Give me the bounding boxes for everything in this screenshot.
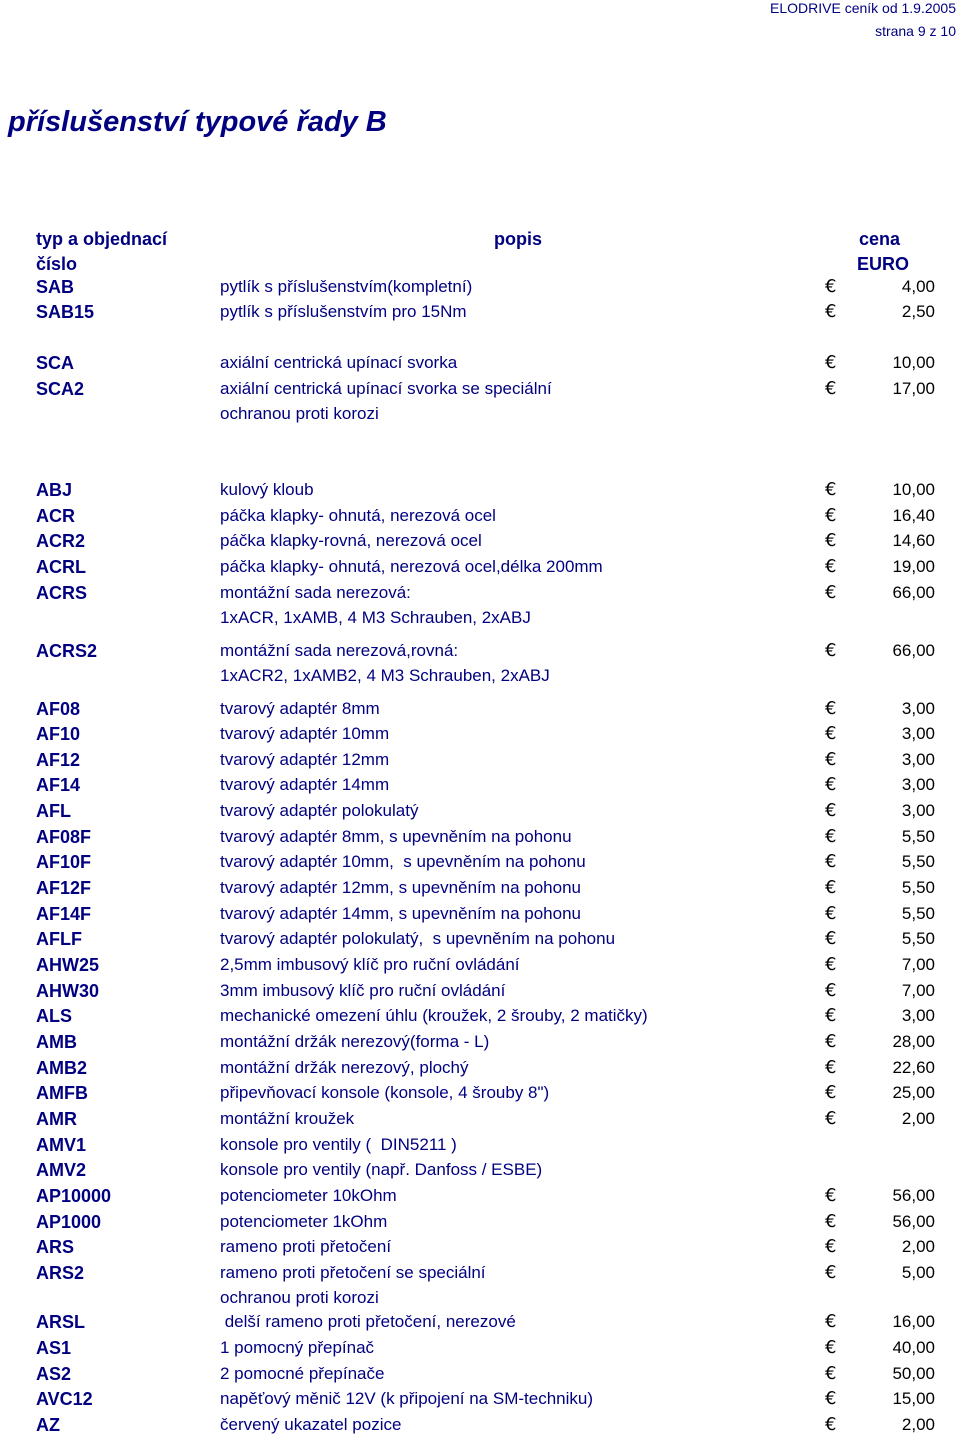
euro-currency-icon: € bbox=[825, 980, 837, 1001]
euro-currency-icon: € bbox=[825, 1031, 837, 1052]
product-code: SAB bbox=[36, 277, 75, 297]
product-code: ARS bbox=[36, 1237, 75, 1257]
product-price: 3,00 bbox=[901, 775, 935, 794]
product-description: tvarový adaptér 12mm bbox=[220, 750, 390, 769]
euro-currency-icon: € bbox=[825, 640, 837, 661]
product-description: 3mm imbusový klíč pro ruční ovládání bbox=[220, 981, 506, 1000]
table-row bbox=[0, 503, 960, 529]
product-code: AF10 bbox=[36, 724, 81, 744]
euro-currency-icon: € bbox=[825, 301, 837, 322]
product-code: ARS2 bbox=[36, 1263, 85, 1283]
table-row bbox=[0, 747, 960, 773]
document-header-title: ELODRIVE ceník od 1.9.2005 bbox=[770, 0, 956, 16]
product-price: 3,00 bbox=[901, 1006, 935, 1025]
table-row bbox=[0, 1335, 960, 1361]
euro-currency-icon: € bbox=[825, 1388, 837, 1409]
product-code: AF14 bbox=[36, 775, 81, 795]
product-description: rameno proti přetočení se speciální ochranou proti korozi bbox=[220, 1263, 486, 1307]
product-price: 50,00 bbox=[892, 1364, 935, 1383]
product-price: 10,00 bbox=[892, 480, 935, 499]
euro-currency-icon: € bbox=[825, 530, 837, 551]
table-row bbox=[0, 875, 960, 901]
euro-currency-icon: € bbox=[825, 1211, 837, 1232]
euro-currency-icon: € bbox=[825, 928, 837, 949]
product-code: ACRS bbox=[36, 583, 88, 603]
product-price: 28,00 bbox=[892, 1032, 935, 1051]
product-description: konsole pro ventily (např. Danfoss / ESBE) bbox=[220, 1160, 543, 1179]
table-row bbox=[0, 638, 960, 685]
euro-currency-icon: € bbox=[825, 1337, 837, 1358]
product-description: tvarový adaptér 14mm bbox=[220, 775, 390, 794]
product-code: AF12F bbox=[36, 878, 92, 898]
product-price: 16,00 bbox=[892, 1312, 935, 1331]
table-row bbox=[0, 554, 960, 580]
table-row bbox=[0, 696, 960, 722]
column-header-code-line2: číslo bbox=[36, 254, 78, 274]
euro-currency-icon: € bbox=[825, 1311, 837, 1332]
product-description: tvarový adaptér 8mm, s upevněním na pohonu bbox=[220, 827, 572, 846]
product-price: 4,00 bbox=[901, 277, 935, 296]
product-price: 2,50 bbox=[901, 302, 935, 321]
table-row bbox=[0, 376, 960, 423]
product-description: páčka klapky- ohnutá, nerezová ocel,délka 200mm bbox=[220, 557, 603, 576]
product-code: AMR bbox=[36, 1109, 77, 1129]
table-row bbox=[0, 1183, 960, 1209]
product-code: AF14F bbox=[36, 904, 92, 924]
product-price: 2,00 bbox=[901, 1109, 935, 1128]
product-code: AVC12 bbox=[36, 1389, 93, 1409]
table-row bbox=[0, 926, 960, 952]
product-description: montážní kroužek bbox=[220, 1109, 355, 1128]
product-code: AF12 bbox=[36, 750, 81, 770]
product-description: potenciometer 1kOhm bbox=[220, 1212, 388, 1231]
table-row bbox=[0, 1003, 960, 1029]
euro-currency-icon: € bbox=[825, 1414, 837, 1435]
product-code: AMV1 bbox=[36, 1135, 87, 1155]
column-header-currency: EURO bbox=[857, 254, 910, 274]
table-row bbox=[0, 1080, 960, 1106]
product-price: 5,50 bbox=[901, 827, 935, 846]
product-description: tvarový adaptér 8mm bbox=[220, 699, 380, 718]
euro-currency-icon: € bbox=[825, 954, 837, 975]
product-description: pytlík s příslušenstvím(kompletní) bbox=[220, 277, 473, 296]
column-header-description: popis bbox=[494, 229, 542, 249]
product-description: 2 pomocné přepínače bbox=[220, 1364, 385, 1383]
euro-currency-icon: € bbox=[825, 1108, 837, 1129]
product-description: kulový kloub bbox=[220, 480, 314, 499]
table-row bbox=[0, 772, 960, 798]
product-description: mechanické omezení úhlu (kroužek, 2 šrouby, 2 matičky) bbox=[220, 1006, 648, 1025]
euro-currency-icon: € bbox=[825, 378, 837, 399]
product-code: AS2 bbox=[36, 1364, 72, 1384]
product-description: axiální centrická upínací svorka se speciální ochranou proti korozi bbox=[220, 379, 552, 423]
product-description: konsole pro ventily ( DIN5211 ) bbox=[220, 1135, 457, 1154]
product-price: 3,00 bbox=[901, 724, 935, 743]
product-code: AS1 bbox=[36, 1338, 72, 1358]
product-price: 3,00 bbox=[901, 801, 935, 820]
product-price: 17,00 bbox=[892, 379, 935, 398]
table-row bbox=[0, 978, 960, 1004]
product-price: 15,00 bbox=[892, 1389, 935, 1408]
product-code: AF08F bbox=[36, 827, 92, 847]
product-price: 25,00 bbox=[892, 1083, 935, 1102]
product-description: montážní držák nerezový(forma - L) bbox=[220, 1032, 490, 1051]
product-price: 66,00 bbox=[892, 583, 935, 602]
product-description: montážní sada nerezová: 1xACR, 1xAMB, 4 M3 Schrauben, 2xABJ bbox=[220, 583, 531, 627]
euro-currency-icon: € bbox=[825, 479, 837, 500]
product-description: rameno proti přetočení bbox=[220, 1237, 392, 1256]
product-code: AMB bbox=[36, 1032, 77, 1052]
euro-currency-icon: € bbox=[825, 352, 837, 373]
product-description: delší rameno proti přetočení, nerezové bbox=[220, 1312, 516, 1331]
product-code: ACRS2 bbox=[36, 641, 98, 661]
product-price: 7,00 bbox=[901, 981, 935, 1000]
table-row bbox=[0, 1106, 960, 1132]
table-row bbox=[0, 1055, 960, 1081]
product-description: páčka klapky-rovná, nerezová ocel bbox=[220, 531, 482, 550]
product-code: ABJ bbox=[36, 480, 73, 500]
euro-currency-icon: € bbox=[825, 723, 837, 744]
euro-currency-icon: € bbox=[825, 1057, 837, 1078]
product-description: montážní držák nerezový, plochý bbox=[220, 1058, 469, 1077]
product-description: montážní sada nerezová,rovná: 1xACR2, 1xAMB2, 4 M3 Schrauben, 2xABJ bbox=[220, 641, 550, 685]
product-code: AMV2 bbox=[36, 1160, 87, 1180]
column-header-code: typ a objednací bbox=[36, 229, 168, 249]
euro-currency-icon: € bbox=[825, 774, 837, 795]
euro-currency-icon: € bbox=[825, 851, 837, 872]
product-price: 14,60 bbox=[892, 531, 935, 550]
product-price: 5,00 bbox=[901, 1263, 935, 1282]
product-price: 5,50 bbox=[901, 904, 935, 923]
euro-currency-icon: € bbox=[825, 1005, 837, 1026]
product-price: 3,00 bbox=[901, 750, 935, 769]
euro-currency-icon: € bbox=[825, 276, 837, 297]
table-row bbox=[0, 477, 960, 503]
euro-currency-icon: € bbox=[825, 800, 837, 821]
product-description: 1 pomocný přepínač bbox=[220, 1338, 375, 1357]
table-row bbox=[0, 580, 960, 627]
product-price: 10,00 bbox=[892, 353, 935, 372]
product-code: AF10F bbox=[36, 852, 92, 872]
product-description: napěťový měnič 12V (k připojení na SM-techniku) bbox=[220, 1389, 594, 1408]
euro-currency-icon: € bbox=[825, 1082, 837, 1103]
table-row bbox=[0, 1157, 960, 1183]
product-code: AHW30 bbox=[36, 981, 100, 1001]
product-code: ACRL bbox=[36, 557, 86, 577]
table-row bbox=[0, 350, 960, 376]
product-price: 56,00 bbox=[892, 1186, 935, 1205]
product-code: AMFB bbox=[36, 1083, 88, 1103]
product-description: páčka klapky- ohnutá, nerezová ocel bbox=[220, 506, 496, 525]
table-row bbox=[0, 1386, 960, 1412]
product-description: tvarový adaptér 14mm, s upevněním na pohonu bbox=[220, 904, 581, 923]
euro-currency-icon: € bbox=[825, 1236, 837, 1257]
product-code: AP10000 bbox=[36, 1186, 112, 1206]
product-code: AFL bbox=[36, 801, 71, 821]
product-description: 2,5mm imbusový klíč pro ruční ovládání bbox=[220, 955, 520, 974]
euro-currency-icon: € bbox=[825, 505, 837, 526]
product-code: AZ bbox=[36, 1415, 60, 1435]
page-title: příslušenství typové řady B bbox=[8, 106, 387, 138]
euro-currency-icon: € bbox=[825, 582, 837, 603]
product-price: 2,00 bbox=[901, 1237, 935, 1256]
product-price: 19,00 bbox=[892, 557, 935, 576]
euro-currency-icon: € bbox=[825, 826, 837, 847]
table-row bbox=[0, 1132, 960, 1158]
table-row bbox=[0, 1029, 960, 1055]
table-row bbox=[0, 299, 960, 325]
euro-currency-icon: € bbox=[825, 1363, 837, 1384]
table-row bbox=[0, 1309, 960, 1335]
product-price: 3,00 bbox=[901, 699, 935, 718]
page-number: strana 9 z 10 bbox=[875, 23, 956, 39]
product-description: tvarový adaptér polokulatý bbox=[220, 801, 419, 820]
product-description: tvarový adaptér 10mm bbox=[220, 724, 390, 743]
product-code: ACR bbox=[36, 506, 75, 526]
product-price: 5,50 bbox=[901, 852, 935, 871]
product-code: AFLF bbox=[36, 929, 82, 949]
euro-currency-icon: € bbox=[825, 749, 837, 770]
product-price: 56,00 bbox=[892, 1212, 935, 1231]
product-price: 66,00 bbox=[892, 641, 935, 660]
product-code: AF08 bbox=[36, 699, 81, 719]
table-row bbox=[0, 849, 960, 875]
product-price: 7,00 bbox=[901, 955, 935, 974]
table-row bbox=[0, 1412, 960, 1438]
product-description: červený ukazatel pozice bbox=[220, 1415, 402, 1434]
table-row bbox=[0, 901, 960, 927]
product-price: 16,40 bbox=[892, 506, 935, 525]
product-description: připevňovací konsole (konsole, 4 šrouby 8") bbox=[220, 1083, 550, 1102]
product-code: SAB15 bbox=[36, 302, 95, 322]
product-price: 2,00 bbox=[901, 1415, 935, 1434]
table-row bbox=[0, 952, 960, 978]
euro-currency-icon: € bbox=[825, 698, 837, 719]
product-description: tvarový adaptér polokulatý, s upevněním na pohonu bbox=[220, 929, 616, 948]
euro-currency-icon: € bbox=[825, 903, 837, 924]
product-price: 22,60 bbox=[892, 1058, 935, 1077]
euro-currency-icon: € bbox=[825, 1185, 837, 1206]
product-price: 5,50 bbox=[901, 878, 935, 897]
product-description: tvarový adaptér 12mm, s upevněním na pohonu bbox=[220, 878, 581, 897]
table-row bbox=[0, 1361, 960, 1387]
product-code: SCA bbox=[36, 353, 75, 373]
euro-currency-icon: € bbox=[825, 877, 837, 898]
product-code: ACR2 bbox=[36, 531, 86, 551]
table-row bbox=[0, 721, 960, 747]
product-price: 5,50 bbox=[901, 929, 935, 948]
table-row bbox=[0, 1234, 960, 1260]
table-row bbox=[0, 824, 960, 850]
column-header-price: cena bbox=[859, 229, 901, 249]
product-code: ARSL bbox=[36, 1312, 85, 1332]
product-description: potenciometer 10kOhm bbox=[220, 1186, 397, 1205]
product-price: 40,00 bbox=[892, 1338, 935, 1357]
product-code: AMB2 bbox=[36, 1058, 88, 1078]
product-description: axiální centrická upínací svorka bbox=[220, 353, 458, 372]
table-row bbox=[0, 1209, 960, 1235]
product-code: AP1000 bbox=[36, 1212, 102, 1232]
product-code: SCA2 bbox=[36, 379, 85, 399]
product-code: ALS bbox=[36, 1006, 72, 1026]
euro-currency-icon: € bbox=[825, 556, 837, 577]
table-row bbox=[0, 1260, 960, 1307]
table-row bbox=[0, 528, 960, 554]
table-row bbox=[0, 798, 960, 824]
product-code: AHW25 bbox=[36, 955, 100, 975]
euro-currency-icon: € bbox=[825, 1262, 837, 1283]
product-description: pytlík s příslušenstvím pro 15Nm bbox=[220, 302, 467, 321]
table-row bbox=[0, 274, 960, 300]
product-description: tvarový adaptér 10mm, s upevněním na pohonu bbox=[220, 852, 586, 871]
